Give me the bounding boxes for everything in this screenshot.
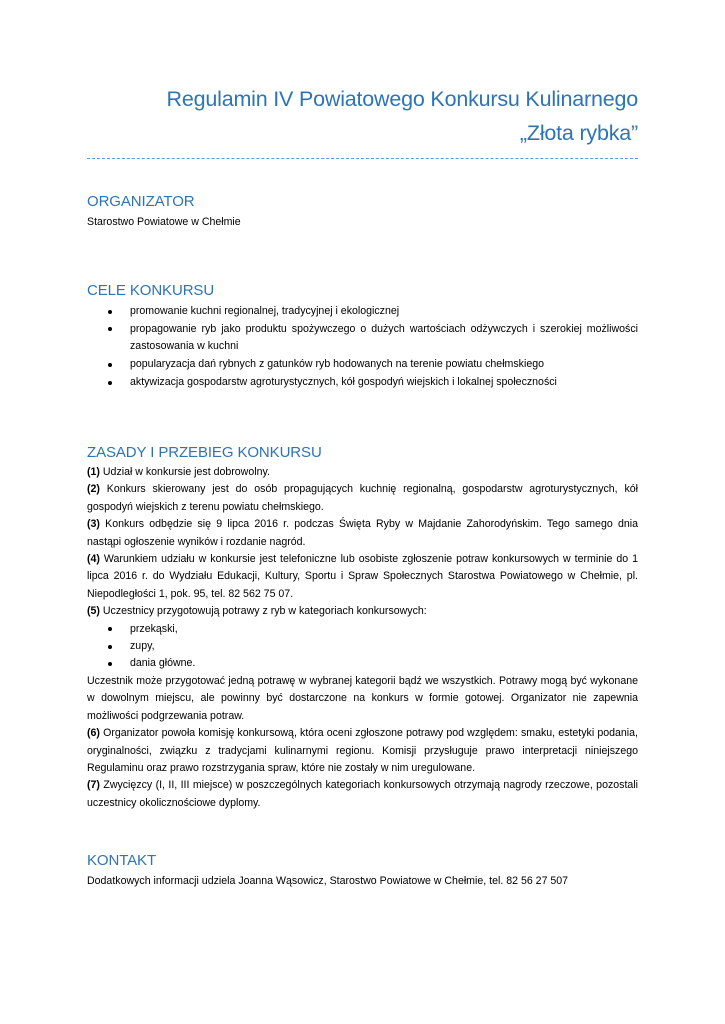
rule-paragraph-5: (5) Uczestnicy przygotowują potrawy z ryb w kategoriach konkursowych: xyxy=(87,605,427,618)
organizator-text: Starostwo Powiatowe w Chełmie xyxy=(87,216,241,228)
bullet-icon xyxy=(108,310,112,314)
section-heading-organizator: ORGANIZATOR xyxy=(87,193,195,210)
list-item: promowanie kuchni regionalnej, tradycyjnej i ekologicznej xyxy=(87,303,638,320)
rule-paragraph-4: (4) Warunkiem udziału w konkursie jest telefoniczne lub osobiste zgłoszenie potraw konkursowych w terminie do 1 lipca 2016 r. do Wydziału Edukacji, Kultury, Sportu i Spraw Społecznych Starostwa Powiatowego w Chełmie, pl. Niepodległości 1, pok. 95, tel. 82 562 75 07. xyxy=(87,553,638,600)
bullet-icon xyxy=(108,662,112,666)
kontakt-text: Dodatkowych informacji udziela Joanna Wąsowicz, Starostwo Powiatowe w Chełmie, tel. 82 56 27 507 xyxy=(87,875,569,887)
rule-paragraph-2: (2) Konkurs skierowany jest do osób propagujących kuchnię regionalną, gospodarstw agroturystycznych, kół gospodyń wiejskich z terenu powiatu chełmskiego. xyxy=(87,483,638,513)
bullet-icon xyxy=(108,363,112,367)
list-item: zupy, xyxy=(87,638,638,655)
cele-list xyxy=(87,303,638,392)
section-heading-zasady: ZASADY I PRZEBIEG KONKURSU xyxy=(87,444,322,461)
section-heading-kontakt: KONTAKT xyxy=(87,852,157,869)
list-item: dania główne. xyxy=(87,655,638,672)
section-heading-cele: CELE KONKURSU xyxy=(87,282,215,299)
zasady-body xyxy=(87,464,638,812)
rule-paragraph-7: (7) Zwycięzcy (I, II, III miejsce) w poszczególnych kategoriach konkursowych otrzymają nagrody rzeczowe, pozostali uczestnicy okolicznościowe dyplomy. xyxy=(87,779,638,809)
document-title-line2: „Złota rybka” xyxy=(519,121,638,145)
rule-paragraph-1: (1) Udział w konkursie jest dobrowolny. xyxy=(87,466,270,478)
bullet-icon xyxy=(108,627,112,631)
title-divider xyxy=(87,158,638,159)
rule-paragraph-6: (6) Organizator powoła komisję konkursową, która oceni zgłoszone potrawy pod względem: smaku, estetyki podania, oryginalności, związku z tradycjami kulinarnymi regionu. Komisji przysługuje prawo interpretacji niniejszego Regulaminu oraz prawo rozstrzygania spraw, które nie zostały w nim uregulowane. xyxy=(87,727,638,774)
document-title-line1: Regulamin IV Powiatowego Konkursu Kulinarnego xyxy=(166,87,638,111)
categories-list xyxy=(87,621,638,673)
list-item: przekąski, xyxy=(87,621,638,638)
bullet-icon xyxy=(108,327,112,331)
list-item: propagowanie ryb jako produktu spożywczego o dużych wartościach odżywczych i szerokiej możliwości zastosowania w kuchni xyxy=(87,321,638,356)
rule-paragraph-3: (3) Konkurs odbędzie się 9 lipca 2016 r. podczas Święta Ryby w Majdanie Zahorodyńskim. Tego samego dnia nastąpi ogłoszenie wyników i rozdanie nagród. xyxy=(87,518,638,548)
list-item: popularyzacja dań rybnych z gatunków ryb hodowanych na terenie powiatu chełmskiego xyxy=(87,356,638,373)
rule-paragraph-5b: Uczestnik może przygotować jedną potrawę w wybranej kategorii bądź we wszystkich. Potrawy mogą być wykonane w dowolnym miejscu, ale powinny być dostarczone na konkurs w formie gotowej. Organizator nie zapewnia możliwości podgrzewania potraw. xyxy=(87,674,638,722)
bullet-icon xyxy=(108,645,112,649)
bullet-icon xyxy=(108,381,112,385)
list-item: aktywizacja gospodarstw agroturystycznych, kół gospodyń wiejskich i lokalnej społeczności xyxy=(87,374,638,391)
document-page xyxy=(87,0,638,1024)
